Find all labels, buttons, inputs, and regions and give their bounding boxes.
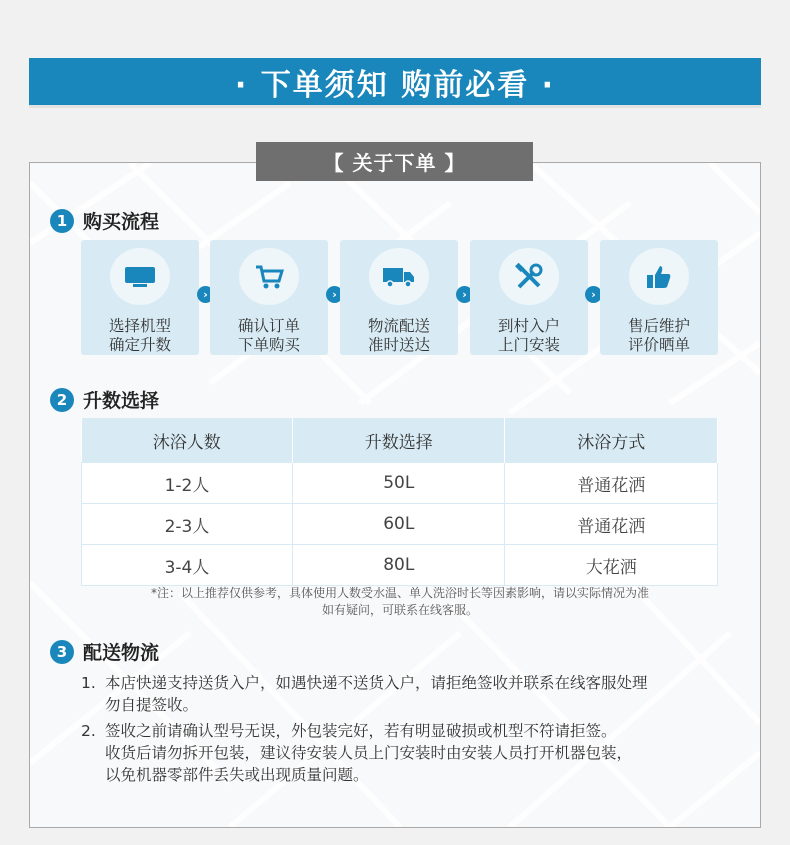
list-text: 收货后请勿拆开包装，建议待安装人员上门安装时由安装人员打开机器包装， bbox=[105, 744, 633, 762]
table-cell: 普通花洒 bbox=[505, 504, 718, 545]
section-heading-delivery bbox=[50, 638, 159, 665]
step-logistics bbox=[340, 240, 458, 355]
step-label: 到村入户 bbox=[497, 317, 560, 335]
list-index: 2. bbox=[81, 722, 96, 740]
section-number-badge: 1 bbox=[50, 209, 74, 233]
list-text: 以免机器零部件丢失或出现质量问题。 bbox=[105, 766, 369, 784]
table-row bbox=[82, 504, 718, 545]
list-index: 1. bbox=[81, 674, 96, 692]
step-after-sales bbox=[600, 240, 718, 355]
table-cell: 80L bbox=[293, 545, 505, 586]
section-title: 购买流程 bbox=[83, 211, 160, 233]
step-installation bbox=[470, 240, 588, 355]
step-label: 物流配送 bbox=[367, 317, 430, 335]
step-confirm-order bbox=[210, 240, 328, 355]
step-label: 确认订单 bbox=[237, 317, 300, 335]
list-text: 勿自提签收。 bbox=[105, 696, 199, 714]
column-header-shower-type: 沐浴方式 bbox=[505, 418, 718, 463]
table-cell: 大花洒 bbox=[505, 545, 718, 586]
step-sublabel: 准时送达 bbox=[367, 336, 430, 354]
step-sublabel: 上门安装 bbox=[497, 336, 560, 354]
page-banner: · 下单须知 购前必看 · bbox=[29, 58, 761, 105]
step-label: 选择机型 bbox=[108, 317, 171, 335]
step-sublabel: 下单购买 bbox=[237, 336, 300, 354]
section-title: 配送物流 bbox=[83, 642, 160, 664]
step-sublabel: 确定升数 bbox=[108, 336, 171, 354]
footnote-line: 如有疑问，可联系在线客服。 bbox=[321, 603, 478, 617]
truck-icon bbox=[369, 248, 429, 305]
cart-icon bbox=[239, 248, 299, 305]
delivery-item-1 bbox=[81, 672, 711, 716]
step-sublabel: 评价晒单 bbox=[627, 336, 690, 354]
section-number-badge: 2 bbox=[50, 388, 74, 412]
chevron-right-icon: › bbox=[197, 286, 214, 303]
column-header-capacity: 升数选择 bbox=[293, 418, 505, 463]
capacity-table bbox=[81, 418, 718, 586]
chevron-right-icon: › bbox=[456, 286, 473, 303]
footnote-line: *注：以上推荐仅供参考，具体使用人数受水温、单人洗浴时长等因素影响，请以实际情况为准 bbox=[150, 586, 649, 600]
table-cell: 1-2人 bbox=[82, 463, 293, 504]
table-row bbox=[82, 545, 718, 586]
table-cell: 50L bbox=[293, 463, 505, 504]
section-title: 升数选择 bbox=[83, 390, 160, 412]
table-header-row bbox=[82, 418, 718, 463]
table-cell: 普通花洒 bbox=[505, 463, 718, 504]
table-footnote bbox=[90, 585, 710, 619]
step-select-model bbox=[81, 240, 199, 355]
section-heading-capacity bbox=[50, 386, 159, 413]
step-label: 售后维护 bbox=[627, 317, 690, 335]
table-cell: 3-4人 bbox=[82, 545, 293, 586]
table-cell: 2-3人 bbox=[82, 504, 293, 545]
section-tab-about-order: 【 关于下单 】 bbox=[256, 142, 533, 181]
tools-icon bbox=[499, 248, 559, 305]
tv-icon bbox=[110, 248, 170, 305]
list-text: 签收之前请确认型号无误，外包装完好，若有明显破损或机型不符请拒签。 bbox=[105, 722, 617, 740]
chevron-right-icon: › bbox=[585, 286, 602, 303]
section-number-badge: 3 bbox=[50, 640, 74, 664]
table-row bbox=[82, 463, 718, 504]
list-text: 本店快递支持送货入户，如遇快递不送货入户，请拒绝签收并联系在线客服处理 bbox=[105, 674, 648, 692]
table-cell: 60L bbox=[293, 504, 505, 545]
thumbs-up-icon bbox=[629, 248, 689, 305]
column-header-people: 沐浴人数 bbox=[82, 418, 293, 463]
chevron-right-icon: › bbox=[326, 286, 343, 303]
delivery-item-2 bbox=[81, 720, 711, 786]
section-heading-purchase-flow bbox=[50, 207, 159, 234]
